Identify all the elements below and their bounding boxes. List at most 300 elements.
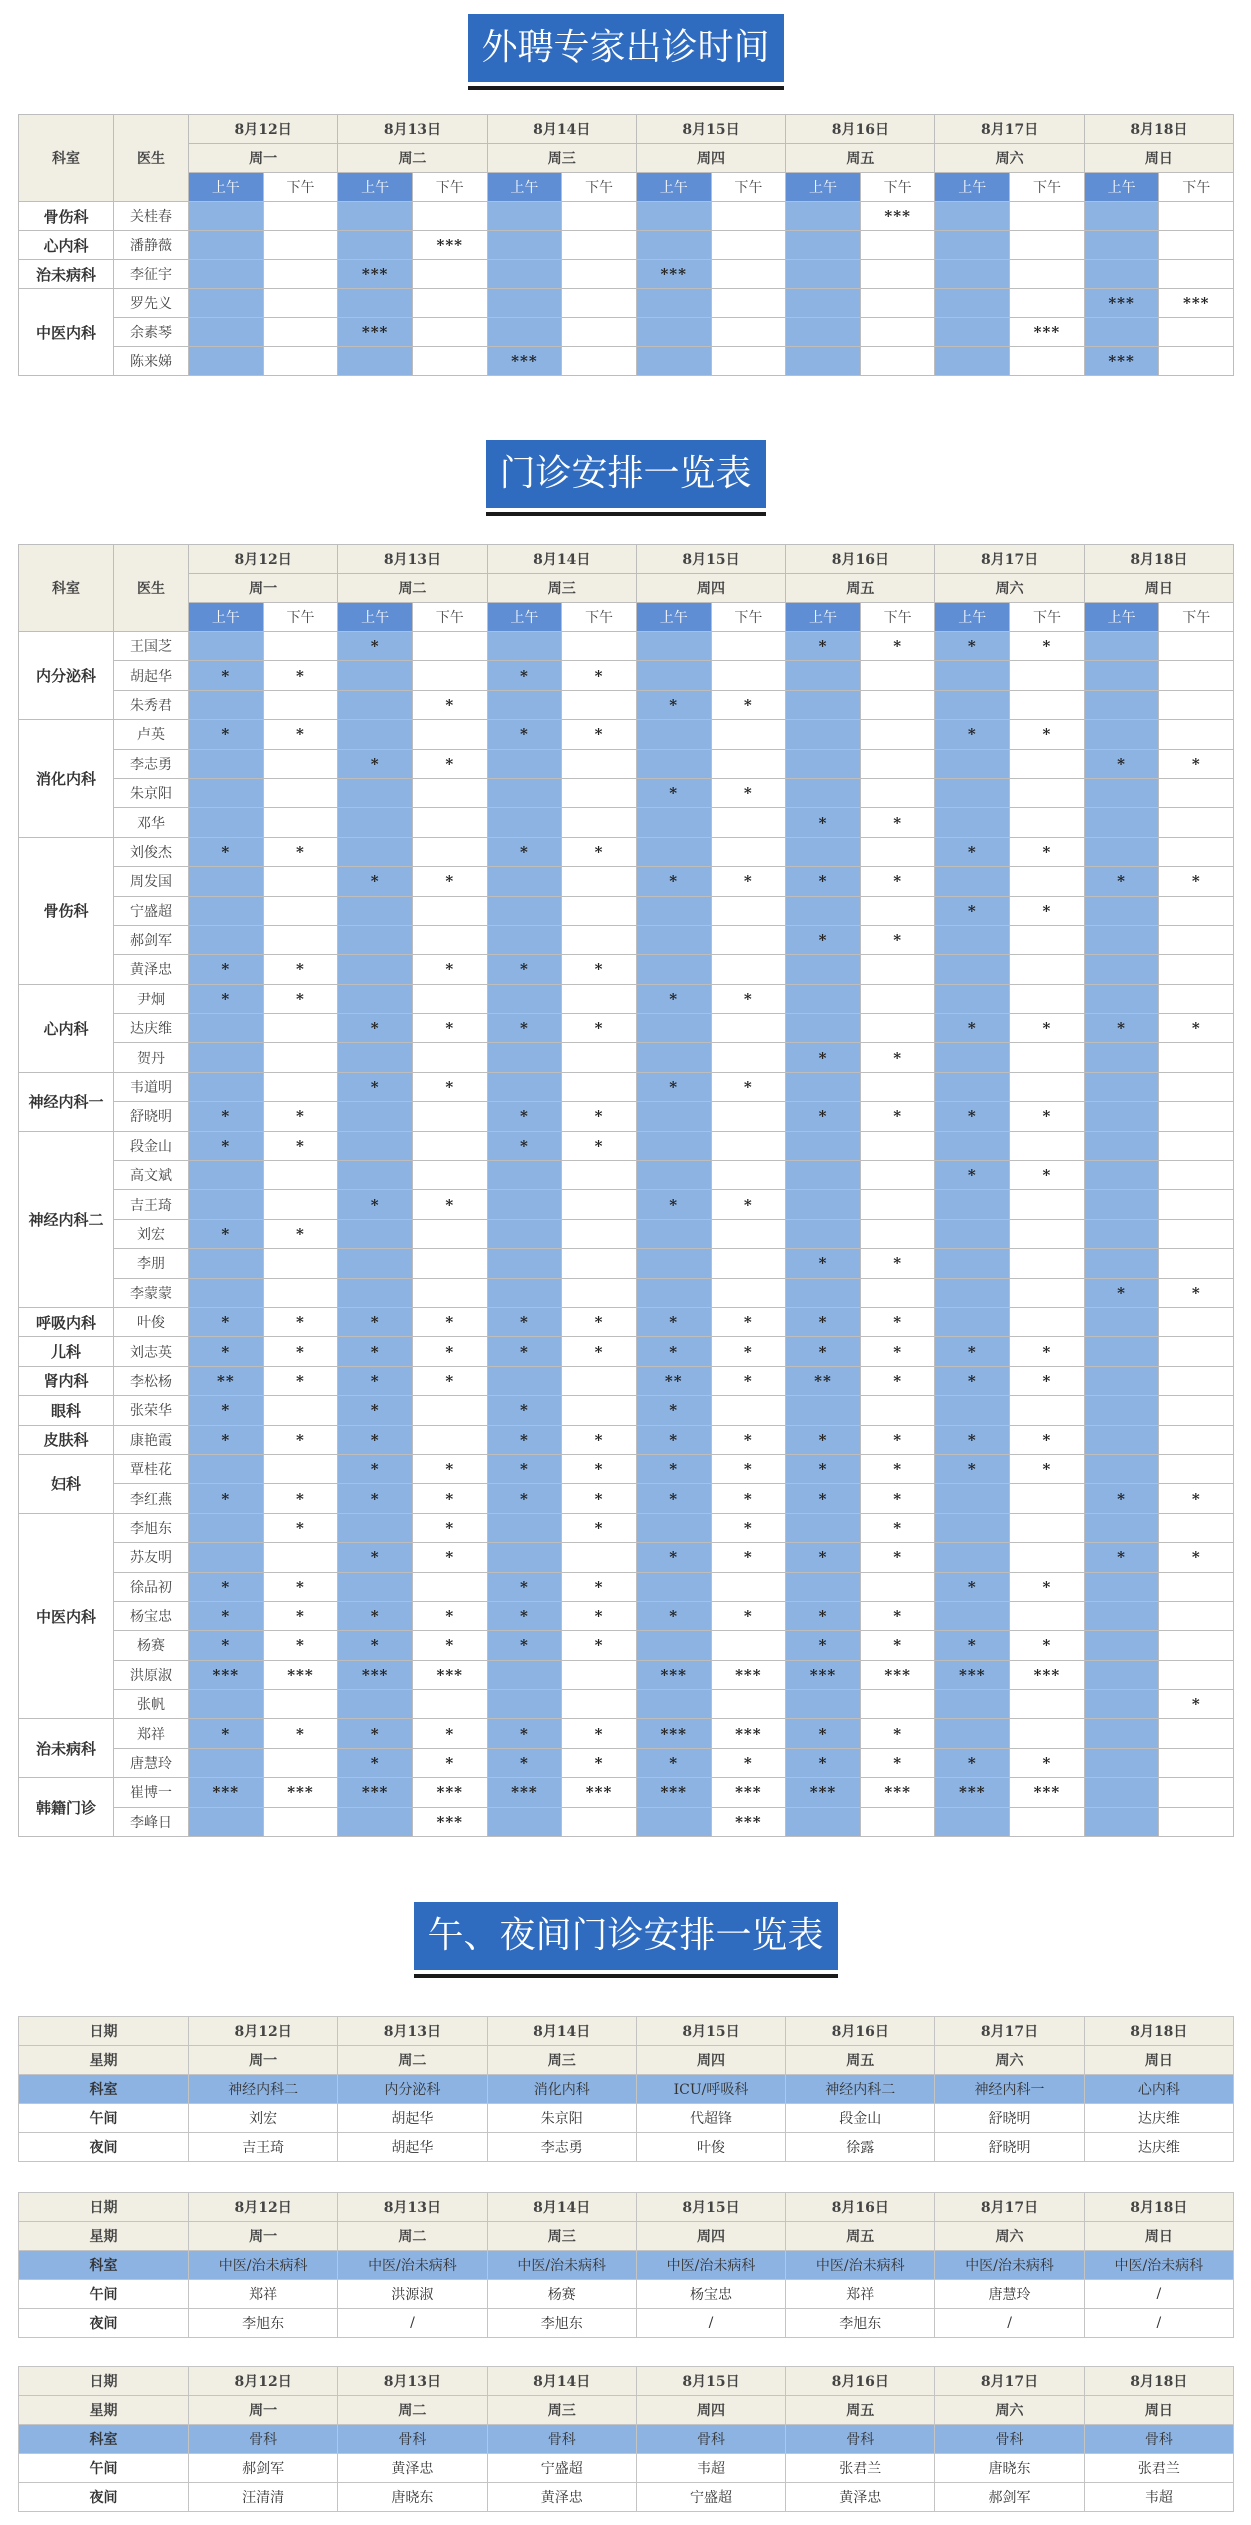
slot-cell: *** [711, 1807, 786, 1836]
table-cell: 8月12日 [189, 2367, 338, 2396]
slot-cell [263, 1278, 338, 1307]
slot-cell [1084, 1513, 1159, 1542]
slot-cell [935, 955, 1010, 984]
table-cell: 周五 [786, 2222, 935, 2251]
doctor-cell: 覃桂花 [114, 1454, 189, 1483]
slot-cell: * [487, 1631, 562, 1660]
slot-cell: * [711, 1425, 786, 1454]
slot-cell [263, 1396, 338, 1425]
doctor-cell: 段金山 [114, 1131, 189, 1160]
slot-cell [412, 1043, 487, 1072]
slot-cell [1159, 1748, 1234, 1777]
table-cell: 8月15日 [636, 2193, 785, 2222]
slot-cell [1010, 1043, 1085, 1072]
date-header: 8月14日 [487, 115, 636, 144]
slot-cell: * [636, 984, 711, 1013]
slot-cell [1010, 955, 1085, 984]
table-cell: 中医/治未病科 [487, 2251, 636, 2280]
slot-cell [412, 1219, 487, 1248]
slot-cell: *** [338, 260, 413, 289]
table-cell: 8月16日 [786, 2367, 935, 2396]
slot-cell: * [786, 1043, 861, 1072]
slot-cell: * [860, 808, 935, 837]
slot-cell [562, 925, 637, 954]
slot-cell [860, 1131, 935, 1160]
slot-cell [935, 289, 1010, 318]
slot-cell [338, 837, 413, 866]
slot-cell: * [935, 1102, 1010, 1131]
slot-cell [338, 661, 413, 690]
slot-cell [860, 749, 935, 778]
slot-cell [1010, 1131, 1085, 1160]
table-cell: 舒晓明 [935, 2133, 1084, 2162]
slot-cell [636, 289, 711, 318]
slot-cell: * [1159, 1484, 1234, 1513]
slot-cell: * [1084, 1484, 1159, 1513]
session-header-row [19, 603, 1234, 632]
slot-cell: *** [1010, 1660, 1085, 1689]
noon-row [19, 2454, 1234, 2483]
date-row [19, 2017, 1234, 2046]
session-header-row [19, 173, 1234, 202]
doctor-cell: 贺丹 [114, 1043, 189, 1072]
table-cell: 8月15日 [636, 2367, 785, 2396]
slot-cell [189, 289, 264, 318]
slot-cell: *** [1010, 318, 1085, 347]
slot-cell: * [711, 1366, 786, 1395]
slot-cell [189, 1690, 264, 1719]
date-header: 8月15日 [636, 115, 785, 144]
slot-cell [935, 1807, 1010, 1836]
slot-cell: * [711, 1190, 786, 1219]
slot-cell [1010, 867, 1085, 896]
slot-cell: ** [189, 1366, 264, 1395]
slot-cell [412, 778, 487, 807]
table-cell: 周三 [487, 2046, 636, 2075]
slot-cell: * [189, 1572, 264, 1601]
table-row [19, 347, 1234, 376]
slot-cell: * [263, 1219, 338, 1248]
table-cell: 8月12日 [189, 2017, 338, 2046]
night-title: 午、夜间门诊安排一览表 [413, 1902, 837, 1970]
table-cell: 周六 [935, 2046, 1084, 2075]
slot-cell [562, 1366, 637, 1395]
table-cell: 8月18日 [1084, 2017, 1233, 2046]
slot-cell: ** [636, 1366, 711, 1395]
pm-header: 下午 [562, 173, 637, 202]
slot-cell [636, 925, 711, 954]
slot-cell [1010, 690, 1085, 719]
table-row [19, 1396, 1234, 1425]
slot-cell: * [935, 896, 1010, 925]
doctor-cell: 洪原淑 [114, 1660, 189, 1689]
slot-cell: * [1010, 896, 1085, 925]
slot-cell [338, 1249, 413, 1278]
slot-cell [189, 260, 264, 289]
slot-cell: *** [189, 1778, 264, 1807]
date-header: 8月12日 [189, 115, 338, 144]
weekday-row [19, 2046, 1234, 2075]
slot-cell [1159, 1219, 1234, 1248]
slot-cell: * [860, 1249, 935, 1278]
table-cell: 黄泽忠 [487, 2483, 636, 2512]
dept-cell: 治未病科 [19, 260, 114, 289]
slot-cell [487, 808, 562, 837]
slot-cell [189, 925, 264, 954]
slot-cell [935, 1484, 1010, 1513]
am-header: 上午 [1084, 173, 1159, 202]
slot-cell [338, 808, 413, 837]
night-table [18, 2366, 1234, 2512]
slot-cell: * [1010, 1748, 1085, 1777]
weekday-header: 周日 [1084, 574, 1233, 603]
doctor-cell: 黄泽忠 [114, 955, 189, 984]
slot-cell [636, 202, 711, 231]
am-header: 上午 [935, 603, 1010, 632]
slot-cell [935, 1396, 1010, 1425]
slot-cell [786, 1513, 861, 1542]
slot-cell [935, 1601, 1010, 1630]
slot-cell: *** [860, 1778, 935, 1807]
slot-cell: * [786, 1543, 861, 1572]
slot-cell: * [412, 1307, 487, 1336]
table-row [19, 1131, 1234, 1160]
table-cell: 8月17日 [935, 2367, 1084, 2396]
slot-cell [1084, 1396, 1159, 1425]
slot-cell: * [412, 1631, 487, 1660]
slot-cell: * [711, 1337, 786, 1366]
slot-cell: * [935, 1161, 1010, 1190]
table-row [19, 1690, 1234, 1719]
slot-cell: *** [711, 1660, 786, 1689]
slot-cell [338, 778, 413, 807]
slot-cell: * [487, 1396, 562, 1425]
table-cell: 周日 [1084, 2046, 1233, 2075]
date-header: 8月14日 [487, 545, 636, 574]
table-cell: 周二 [338, 2396, 487, 2425]
slot-cell [786, 955, 861, 984]
slot-cell: * [935, 1337, 1010, 1366]
table-cell: / [338, 2309, 487, 2338]
slot-cell [935, 1513, 1010, 1542]
slot-cell [636, 1572, 711, 1601]
table-cell: 周四 [636, 2222, 785, 2251]
slot-cell: * [786, 925, 861, 954]
slot-cell [935, 1043, 1010, 1072]
slot-cell: * [562, 837, 637, 866]
slot-cell [338, 202, 413, 231]
table-cell: 周六 [935, 2396, 1084, 2425]
slot-cell: * [1010, 837, 1085, 866]
doctor-header: 医生 [114, 545, 189, 632]
slot-cell [1159, 720, 1234, 749]
slot-cell [636, 837, 711, 866]
slot-cell: * [263, 1572, 338, 1601]
table-cell: 杨赛 [487, 2280, 636, 2309]
slot-cell: * [860, 1513, 935, 1542]
slot-cell [935, 1307, 1010, 1336]
slot-cell [1010, 1249, 1085, 1278]
slot-cell [412, 1572, 487, 1601]
slot-cell [263, 808, 338, 837]
slot-cell: * [189, 720, 264, 749]
slot-cell: * [1010, 1631, 1085, 1660]
slot-cell [263, 1072, 338, 1101]
table-cell: 中医/治未病科 [636, 2251, 785, 2280]
slot-cell [1084, 260, 1159, 289]
slot-cell: * [786, 1719, 861, 1748]
slot-cell [562, 289, 637, 318]
table-row [19, 955, 1234, 984]
slot-cell [636, 955, 711, 984]
table-cell: 郝剑军 [935, 2483, 1084, 2512]
slot-cell: * [412, 1719, 487, 1748]
doctor-cell: 高文斌 [114, 1161, 189, 1190]
table-row [19, 231, 1234, 260]
slot-cell [1159, 1513, 1234, 1542]
slot-cell: * [711, 690, 786, 719]
slot-cell [412, 1278, 487, 1307]
slot-cell [786, 984, 861, 1013]
dept-cell: 心内科 [19, 231, 114, 260]
slot-cell [860, 1807, 935, 1836]
slot-cell: * [562, 1719, 637, 1748]
slot-cell [786, 231, 861, 260]
slot-cell: * [860, 1425, 935, 1454]
slot-cell: * [263, 1307, 338, 1336]
slot-cell [636, 896, 711, 925]
slot-cell [412, 289, 487, 318]
table-cell: 内分泌科 [338, 2075, 487, 2104]
table-cell: 周五 [786, 2396, 935, 2425]
slot-cell [263, 1190, 338, 1219]
slot-cell: * [786, 1601, 861, 1630]
doctor-cell: 刘志英 [114, 1337, 189, 1366]
table-cell: 杨宝忠 [636, 2280, 785, 2309]
table-cell: 8月18日 [1084, 2367, 1233, 2396]
slot-cell [263, 1543, 338, 1572]
slot-cell [1010, 1807, 1085, 1836]
slot-cell [711, 289, 786, 318]
slot-cell [263, 1014, 338, 1043]
slot-cell: * [487, 720, 562, 749]
slot-cell [786, 1190, 861, 1219]
slot-cell [1010, 925, 1085, 954]
table-cell: 段金山 [786, 2104, 935, 2133]
slot-cell [786, 289, 861, 318]
slot-cell [1159, 661, 1234, 690]
slot-cell [636, 661, 711, 690]
slot-cell: * [562, 1337, 637, 1366]
slot-cell [562, 690, 637, 719]
doctor-cell: 李蒙蒙 [114, 1278, 189, 1307]
slot-cell [189, 778, 264, 807]
weekday-header: 周六 [935, 144, 1084, 173]
slot-cell [487, 1072, 562, 1101]
table-cell: 刘宏 [189, 2104, 338, 2133]
slot-cell [786, 1396, 861, 1425]
slot-cell [189, 202, 264, 231]
table-row [19, 1249, 1234, 1278]
slot-cell [1010, 984, 1085, 1013]
dept-cell: 肾内科 [19, 1366, 114, 1395]
slot-cell: * [263, 720, 338, 749]
slot-cell [487, 896, 562, 925]
table-cell: 代超锋 [636, 2104, 785, 2133]
slot-cell: * [412, 955, 487, 984]
dept-row [19, 2075, 1234, 2104]
slot-cell: * [636, 778, 711, 807]
slot-cell [1084, 1102, 1159, 1131]
slot-cell [786, 749, 861, 778]
table-cell: 骨科 [1084, 2425, 1233, 2454]
slot-cell [1084, 1072, 1159, 1101]
slot-cell: * [636, 867, 711, 896]
slot-cell: * [935, 1366, 1010, 1395]
slot-cell: * [189, 1719, 264, 1748]
weekday-header: 周四 [636, 574, 785, 603]
table-cell: 达庆维 [1084, 2104, 1233, 2133]
slot-cell [189, 1543, 264, 1572]
slot-cell: * [263, 661, 338, 690]
slot-cell [860, 720, 935, 749]
slot-cell [1159, 347, 1234, 376]
slot-cell: * [487, 1719, 562, 1748]
slot-cell [189, 1190, 264, 1219]
slot-cell [860, 1219, 935, 1248]
doctor-cell: 张帆 [114, 1690, 189, 1719]
weekday-header-row [19, 574, 1234, 603]
slot-cell [562, 260, 637, 289]
slot-cell: * [860, 1454, 935, 1483]
slot-cell [636, 1249, 711, 1278]
slot-cell [1084, 1778, 1159, 1807]
slot-cell [1159, 1131, 1234, 1160]
table-cell: 8月17日 [935, 2193, 1084, 2222]
slot-cell [562, 1807, 637, 1836]
slot-cell [935, 925, 1010, 954]
slot-cell [487, 1366, 562, 1395]
slot-cell: * [487, 661, 562, 690]
slot-cell: * [860, 1748, 935, 1777]
table-cell: 8月14日 [487, 2017, 636, 2046]
slot-cell [1159, 1719, 1234, 1748]
slot-cell [189, 896, 264, 925]
slot-cell [711, 1631, 786, 1660]
table-cell: 李旭东 [189, 2309, 338, 2338]
slot-cell: * [786, 1307, 861, 1336]
slot-cell [711, 1278, 786, 1307]
slot-cell [636, 808, 711, 837]
date-header-row [19, 115, 1234, 144]
slot-cell [860, 289, 935, 318]
slot-cell: *** [711, 1719, 786, 1748]
row-label: 日期 [19, 2193, 189, 2222]
slot-cell [487, 1690, 562, 1719]
slot-cell: * [189, 1425, 264, 1454]
slot-cell [786, 690, 861, 719]
doctor-cell: 李朋 [114, 1249, 189, 1278]
table-row [19, 896, 1234, 925]
slot-cell: * [935, 1631, 1010, 1660]
slot-cell [1159, 1161, 1234, 1190]
slot-cell [636, 1513, 711, 1542]
table-cell: 徐露 [786, 2133, 935, 2162]
slot-cell [1010, 1396, 1085, 1425]
table-cell: 神经内科一 [935, 2075, 1084, 2104]
dept-cell: 眼科 [19, 1396, 114, 1425]
row-label: 科室 [19, 2075, 189, 2104]
noon-row [19, 2104, 1234, 2133]
slot-cell: * [860, 632, 935, 661]
slot-cell: * [189, 1601, 264, 1630]
doctor-cell: 邓华 [114, 808, 189, 837]
slot-cell: * [412, 867, 487, 896]
slot-cell [1084, 1572, 1159, 1601]
dept-cell: 消化内科 [19, 720, 114, 838]
slot-cell: *** [636, 260, 711, 289]
slot-cell: *** [636, 1778, 711, 1807]
doctor-cell: 康艳霞 [114, 1425, 189, 1454]
doctor-cell: 崔博一 [114, 1778, 189, 1807]
slot-cell [786, 1219, 861, 1248]
am-header: 上午 [487, 603, 562, 632]
slot-cell: * [935, 1014, 1010, 1043]
slot-cell [1159, 1572, 1234, 1601]
slot-cell [935, 202, 1010, 231]
slot-cell: * [860, 1366, 935, 1395]
slot-cell [189, 632, 264, 661]
slot-cell [412, 984, 487, 1013]
slot-cell [935, 1278, 1010, 1307]
slot-cell [487, 1249, 562, 1278]
slot-cell [786, 202, 861, 231]
weekday-header: 周一 [189, 144, 338, 173]
slot-cell: * [711, 867, 786, 896]
slot-cell: * [412, 1543, 487, 1572]
date-header: 8月15日 [636, 545, 785, 574]
slot-cell [338, 1131, 413, 1160]
slot-cell: * [338, 1190, 413, 1219]
slot-cell [1159, 1631, 1234, 1660]
slot-cell [1159, 984, 1234, 1013]
table-cell: 张君兰 [1084, 2454, 1233, 2483]
slot-cell: * [338, 1719, 413, 1748]
slot-cell [338, 289, 413, 318]
slot-cell [860, 1190, 935, 1219]
slot-cell [636, 1807, 711, 1836]
slot-cell [412, 1161, 487, 1190]
slot-cell [263, 896, 338, 925]
weekday-header: 周一 [189, 574, 338, 603]
table-cell: 周二 [338, 2046, 487, 2075]
table-cell: 神经内科二 [189, 2075, 338, 2104]
slot-cell [412, 1396, 487, 1425]
slot-cell [860, 347, 935, 376]
slot-cell [935, 260, 1010, 289]
slot-cell [412, 925, 487, 954]
slot-cell: * [412, 1513, 487, 1542]
slot-cell: * [487, 1748, 562, 1777]
slot-cell [711, 661, 786, 690]
slot-cell [1159, 1366, 1234, 1395]
table-cell: 周四 [636, 2046, 785, 2075]
slot-cell [711, 1131, 786, 1160]
weekday-header: 周六 [935, 574, 1084, 603]
slot-cell [1084, 1660, 1159, 1689]
slot-cell [562, 1043, 637, 1072]
slot-cell: *** [487, 1778, 562, 1807]
